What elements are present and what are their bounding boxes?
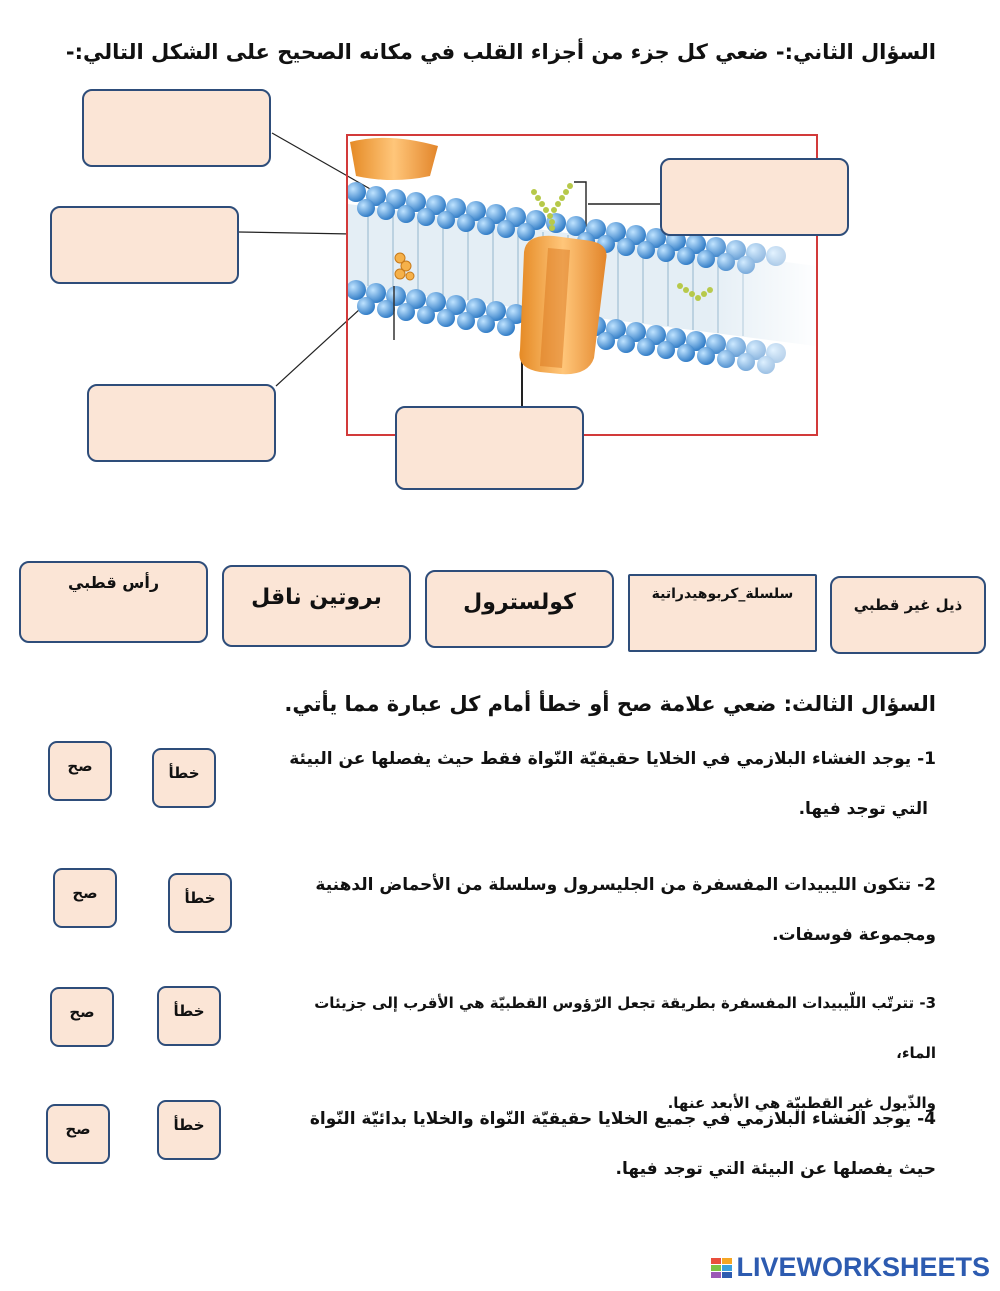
statement-1-line-1: 1- يوجد الغشاء البلازمي في الخلايا حقيقيّة النّواة فقط حيث يفصلها عن البيئة xyxy=(289,749,936,769)
statement-4-false-button[interactable]: خطأ xyxy=(157,1100,221,1160)
label-drop-box-2[interactable] xyxy=(50,206,239,284)
liveworksheets-logo-text: LIVEWORKSHEETS xyxy=(736,1252,990,1282)
word-nonpolar-tail[interactable]: ذيل غير قطبي xyxy=(830,576,986,654)
statement-3-line-1: 3- تترتّب اللّيبيدات المفسفرة بطريقة تجعل الرّؤوس القطبيّة هي الأقرب إلى جزيئات الماء، xyxy=(314,994,936,1062)
statement-2-line-2: ومجموعة فوسفات. xyxy=(772,925,936,945)
statement-2-line-1: 2- تتكون الليبيدات المفسفرة من الجليسرول وسلسلة من الأحماض الدهنية xyxy=(315,875,936,895)
word-polar-head[interactable]: رأس قطبي xyxy=(19,561,208,643)
label-drop-box-3[interactable] xyxy=(87,384,276,462)
word-transport-protein[interactable]: بروتين ناقل xyxy=(222,565,411,647)
label-drop-box-5[interactable] xyxy=(395,406,584,490)
liveworksheets-logo xyxy=(711,1252,990,1283)
statement-2-true-button[interactable]: صح xyxy=(53,868,117,928)
statement-4 xyxy=(276,1094,936,1194)
statement-3-false-button[interactable]: خطأ xyxy=(157,986,221,1046)
word-cholesterol[interactable]: كولسترول xyxy=(425,570,614,648)
statement-1-true-button[interactable]: صح xyxy=(48,741,112,801)
liveworksheets-logo-icon xyxy=(711,1258,732,1278)
statement-3-true-button[interactable]: صح xyxy=(50,987,114,1047)
statement-4-line-1: 4- يوجد الغشاء البلازمي في جميع الخلايا حقيقيّة النّواة والخلايا بدائيّة النّواة xyxy=(309,1109,936,1129)
question3-title: السؤال الثالث: ضعي علامة صح أو خطأ أمام كل عبارة مما يأتي. xyxy=(284,692,936,716)
statement-2 xyxy=(276,860,936,960)
word-carbohydrate-chain[interactable]: سلسلة_كربوهيدراتية xyxy=(628,574,817,652)
statement-1 xyxy=(276,734,936,834)
statement-1-line-2: التي توجد فيها. xyxy=(798,799,928,819)
statement-4-true-button[interactable]: صح xyxy=(46,1104,110,1164)
label-drop-box-4[interactable] xyxy=(660,158,849,236)
label-drop-box-1[interactable] xyxy=(82,89,271,167)
question2-title: السؤال الثاني:- ضعي كل جزء من أجزاء القلب في مكانه الصحيح على الشكل التالي:- xyxy=(65,40,936,64)
statement-4-line-2: حيث يفصلها عن البيئة التي توجد فيها. xyxy=(615,1159,936,1179)
statement-1-false-button[interactable]: خطأ xyxy=(152,748,216,808)
statement-2-false-button[interactable]: خطأ xyxy=(168,873,232,933)
statement-3-line-2: والذّيول غير القطبيّة هي الأبعد عنها. xyxy=(667,1094,936,1112)
